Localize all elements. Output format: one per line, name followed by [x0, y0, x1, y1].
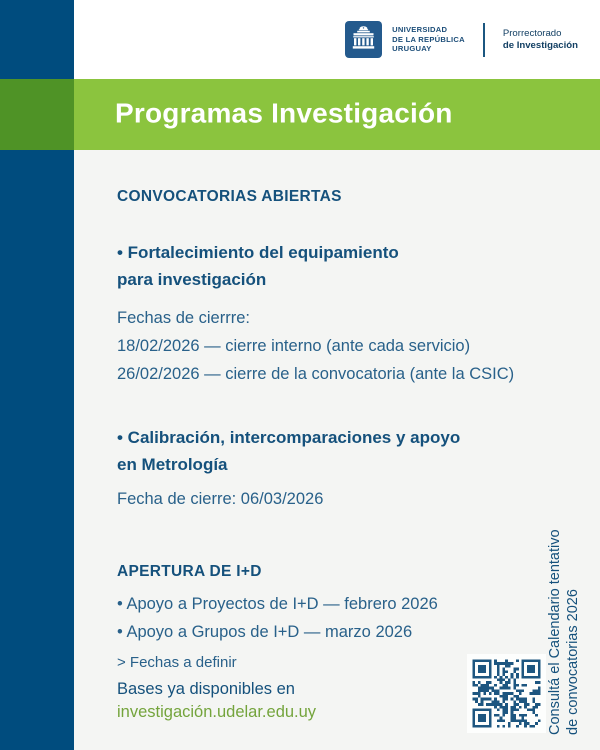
apertura-heading: APERTURA DE I+D [117, 563, 262, 580]
university-name [392, 25, 465, 54]
deadlines-label: Fechas de cierrre: [117, 309, 250, 327]
call-title-line: en Metrología [117, 455, 228, 474]
banner-dark-green-block [0, 79, 74, 150]
office-name-line2: de Investigación [502, 39, 578, 51]
apertura-item: • Apoyo a Proyectos de I+D — febrero 2026 [117, 595, 438, 613]
udelar-logo [345, 21, 382, 58]
header-divider [483, 23, 485, 57]
website-link[interactable]: investigación.udelar.edu.uy [117, 703, 317, 721]
call-title-line: • Calibración, intercomparaciones y apoyo [117, 428, 461, 447]
title-banner [0, 79, 600, 150]
footer-block [117, 678, 316, 724]
calendar-side-note-line2: de convocatorias 2026 [564, 589, 581, 735]
calendar-side-note-line1: Consultá el Calendario tentativo [547, 529, 563, 735]
deadline-line: 18/02/2026 — cierre interno (ante cada servicio) [117, 337, 471, 355]
office-name-line1: Prorrectorado [502, 28, 562, 39]
deadline-line: 26/02/2026 — cierre de la convocatoria (ante la CSIC) [117, 365, 515, 383]
university-name-line2: DE LA REPÚBLICA [392, 34, 465, 44]
page-title: Programas Investigación [115, 97, 453, 129]
call-title-line: • Fortalecimiento del equipamiento [117, 243, 399, 262]
university-name-line1: UNIVERSIDAD [392, 25, 448, 35]
call-title-line: para investigación [117, 270, 267, 289]
call-item-equipamiento [117, 239, 600, 388]
office-name [503, 28, 578, 51]
calendar-side-note [547, 522, 582, 735]
call-item-metrologia [117, 424, 600, 513]
deadline-line: Fecha de cierre: 06/03/2026 [117, 490, 324, 508]
apertura-note: > Fechas a definir [117, 654, 237, 671]
open-calls-heading: CONVOCATORIAS ABIERTAS [117, 188, 342, 205]
university-building-icon [349, 23, 378, 57]
bases-text: Bases ya disponibles en [117, 680, 295, 698]
qr-code [467, 654, 546, 733]
university-name-line3: URUGUAY [392, 44, 432, 54]
header-bar [74, 0, 600, 79]
apertura-item: • Apoyo a Grupos de I+D — marzo 2026 [117, 623, 413, 641]
